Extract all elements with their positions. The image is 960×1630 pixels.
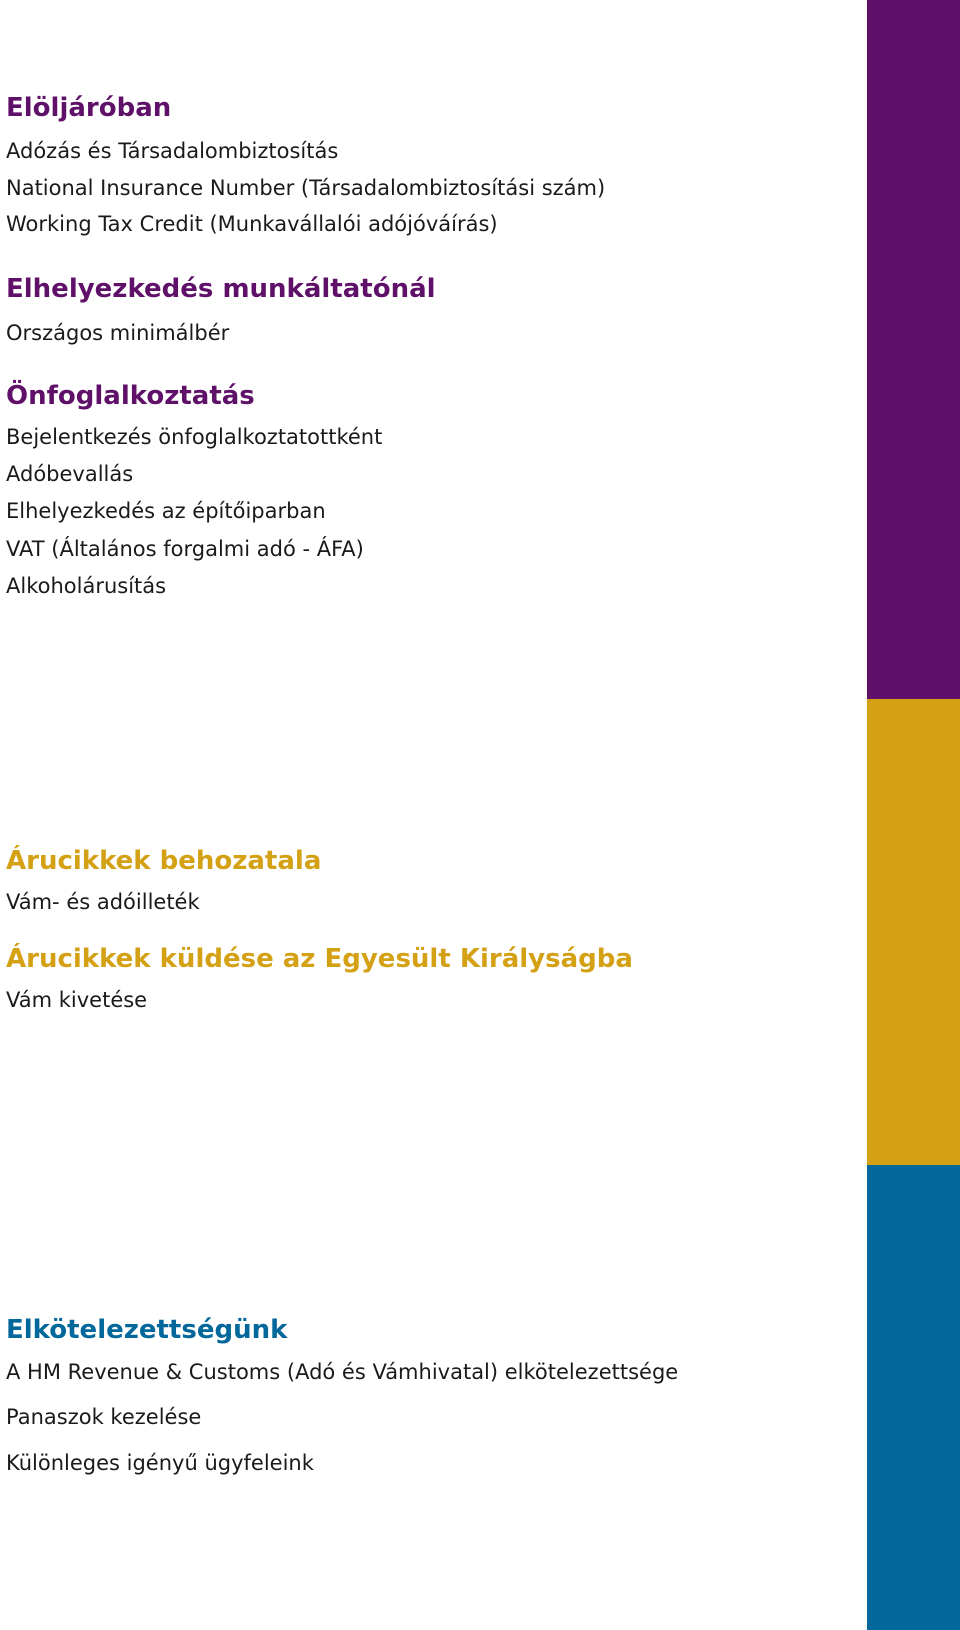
purple-color-band <box>867 0 960 699</box>
toc-item: Elhelyezkedés az építőiparban <box>6 499 326 523</box>
gold-color-band <box>867 699 960 1165</box>
toc-item: VAT (Általános forgalmi adó - ÁFA) <box>6 537 364 561</box>
toc-item: A HM Revenue & Customs (Adó és Vámhivatal) elkötelezettsége <box>6 1360 679 1384</box>
section-heading-onfoglalkoztatas: Önfoglalkoztatás <box>6 381 255 411</box>
section-heading-munkaltato: Elhelyezkedés munkáltatónál <box>6 274 436 304</box>
section-heading-kuldes: Árucikkek küldése az Egyesült Királyságba <box>6 944 633 974</box>
toc-item: Working Tax Credit (Munkavállalói adójóváírás) <box>6 212 498 236</box>
blue-color-band <box>867 1165 960 1630</box>
toc-item: Alkoholárusítás <box>6 574 167 598</box>
toc-item: Adózás és Társadalombiztosítás <box>6 139 339 163</box>
toc-item: Bejelentkezés önfoglalkoztatottként <box>6 425 383 449</box>
toc-item: Vám- és adóilleték <box>6 890 200 914</box>
section-heading-eloljaroban: Elöljáróban <box>6 93 172 123</box>
toc-item: Országos minimálbér <box>6 321 230 345</box>
toc-item: Adóbevallás <box>6 462 134 486</box>
section-heading-behozatal: Árucikkek behozatala <box>6 846 322 876</box>
toc-item: National Insurance Number (Társadalombiztosítási szám) <box>6 176 606 200</box>
toc-item: Panaszok kezelése <box>6 1405 202 1429</box>
section-heading-elkotelezettseg: Elkötelezettségünk <box>6 1315 288 1345</box>
toc-item: Különleges igényű ügyfeleink <box>6 1451 314 1475</box>
toc-item: Vám kivetése <box>6 988 148 1012</box>
